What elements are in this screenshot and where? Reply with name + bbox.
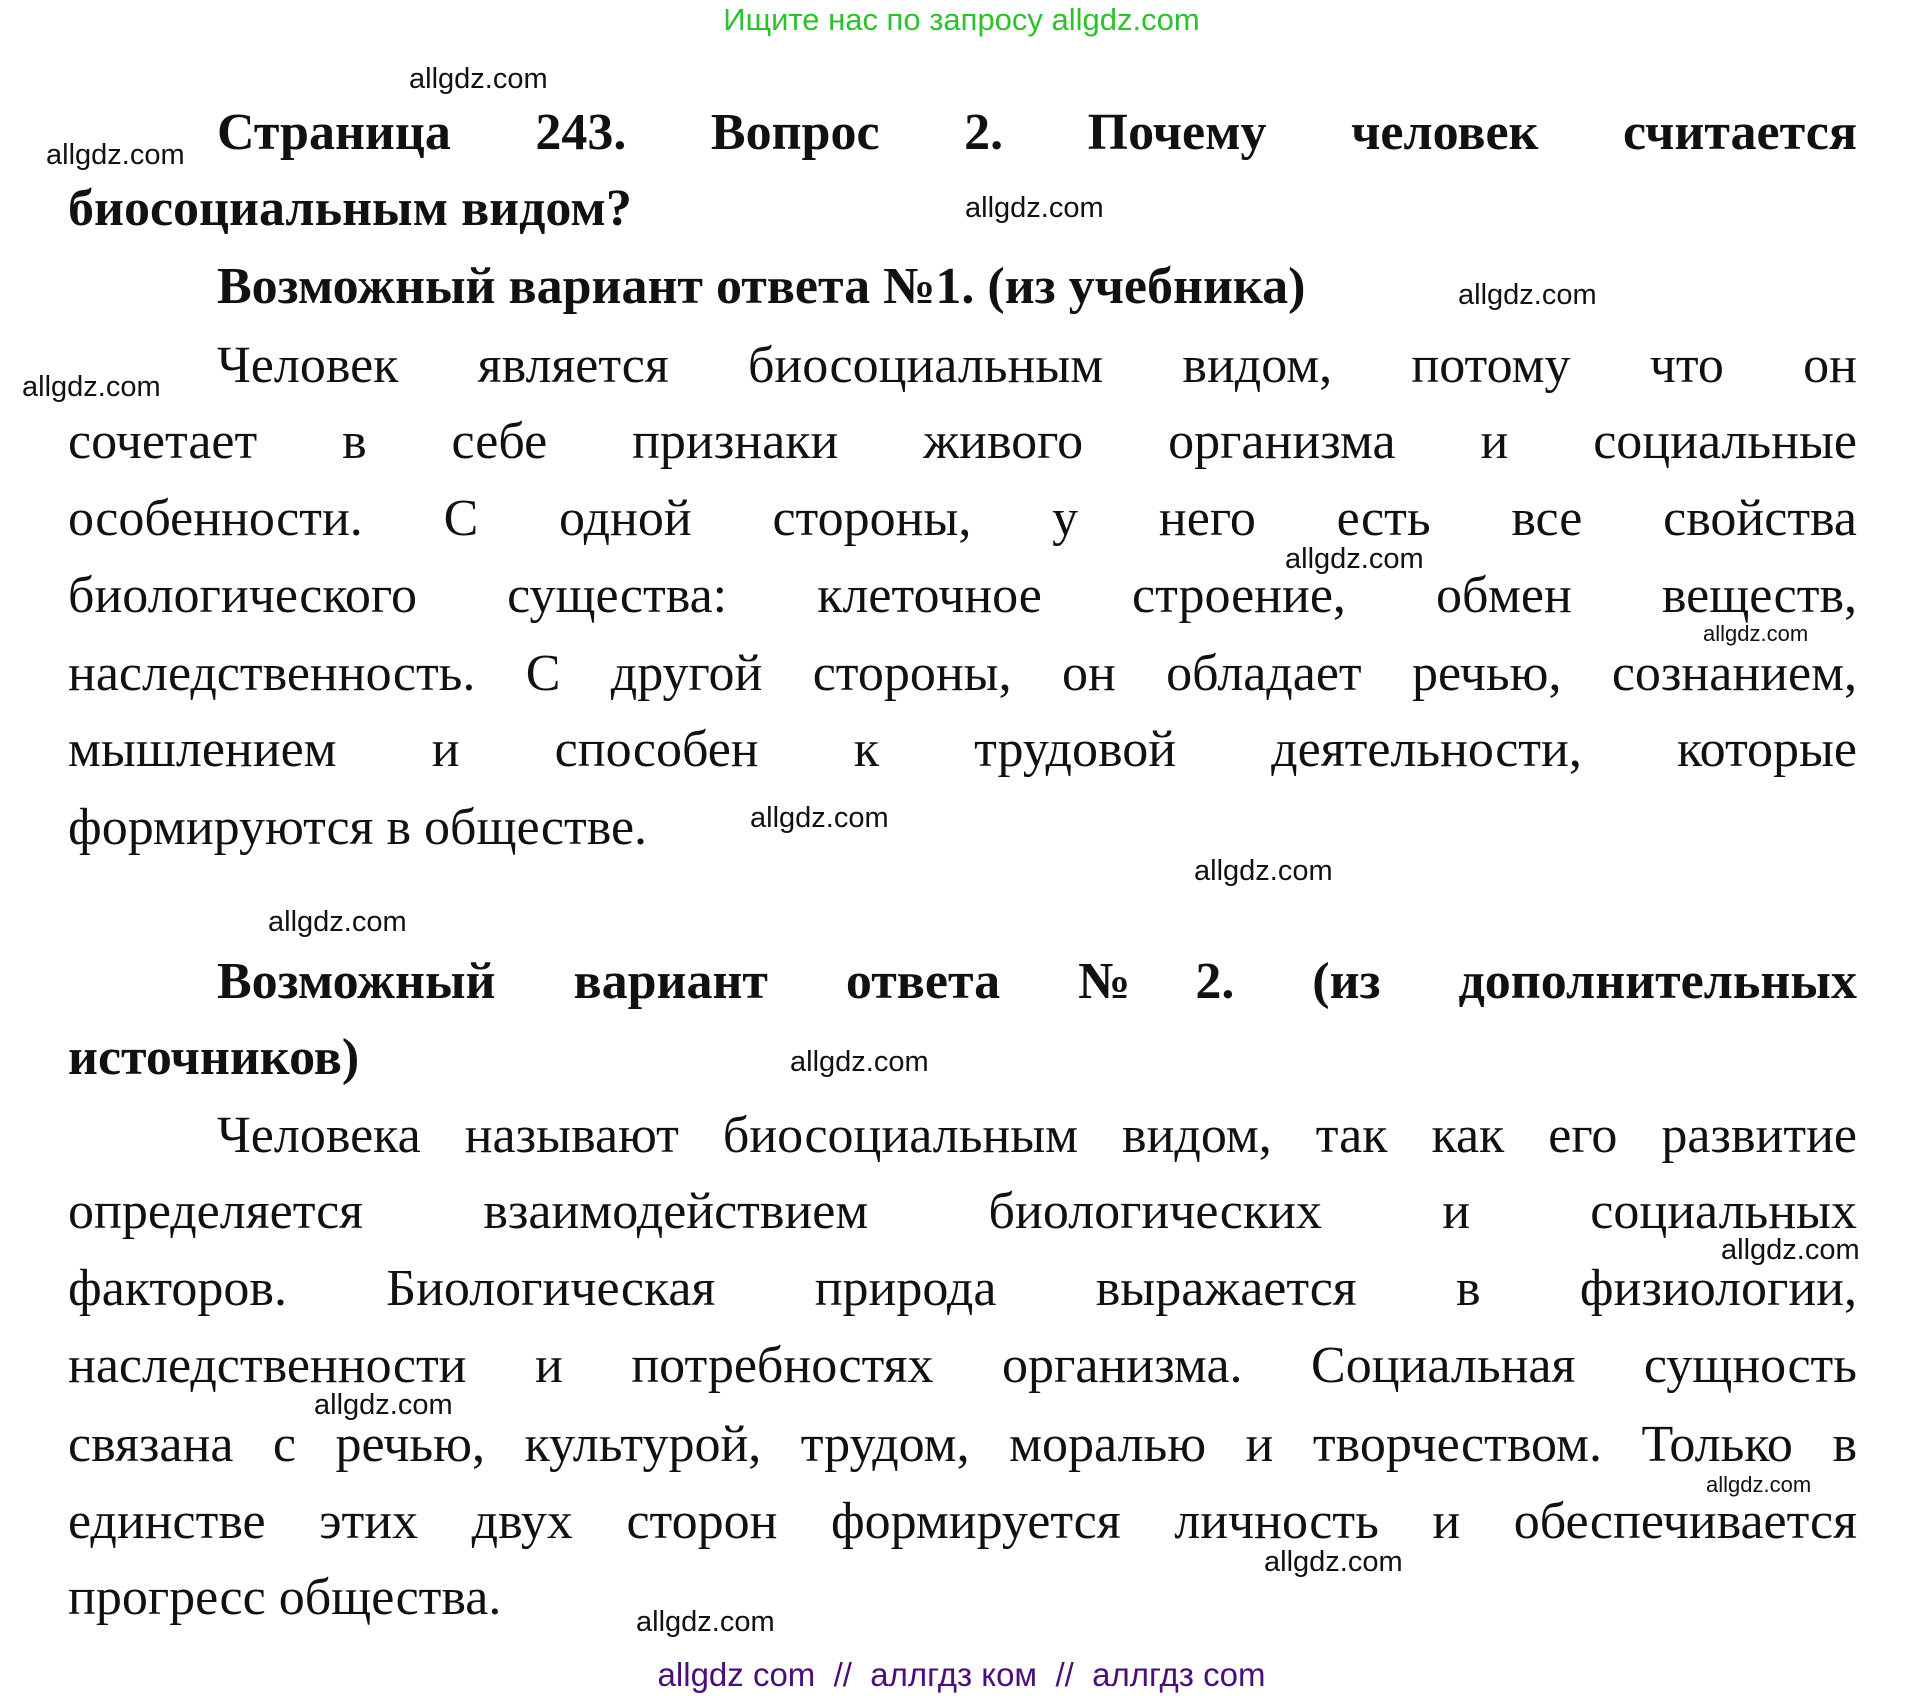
watermark: allgdz.com — [1285, 543, 1424, 575]
heading-line: биосоциальным видом? — [68, 180, 632, 237]
heading-line: источников) — [68, 1029, 360, 1086]
paragraph-line: мышлением и способен к трудовой деятельности, которые — [68, 721, 1857, 778]
watermark: allgdz.com — [1264, 1546, 1403, 1578]
watermark: allgdz.com — [1703, 621, 1809, 646]
paragraph-line: биологического существа: клеточное строение, обмен веществ, — [68, 567, 1857, 624]
watermark: allgdz.com — [636, 1606, 775, 1638]
watermark: allgdz.com — [409, 63, 548, 95]
search-banner: Ищите нас по запросу allgdz.com — [723, 2, 1200, 37]
watermark: allgdz.com — [314, 1389, 453, 1421]
paragraph-line: факторов. Биологическая природа выражается в физиологии, — [68, 1260, 1857, 1317]
paragraph-line: Человек является биосоциальным видом, потому что он — [217, 337, 1857, 394]
heading-line: Возможный вариант ответа №1. (из учебника) — [217, 258, 1306, 315]
paragraph-line: сочетает в себе признаки живого организма и социальные — [68, 413, 1857, 470]
watermark: allgdz.com — [22, 371, 161, 403]
footer-watermark: allgdz com // аллгдз ком // аллгдз com — [657, 1656, 1266, 1693]
watermark: allgdz.com — [46, 139, 185, 171]
paragraph-line: особенности. С одной стороны, у него есть все свойства — [68, 490, 1857, 547]
watermark: allgdz.com — [790, 1046, 929, 1078]
paragraph-line: Человека называют биосоциальным видом, так как его развитие — [217, 1107, 1857, 1164]
watermark: allgdz.com — [1721, 1234, 1860, 1266]
watermark: allgdz.com — [1194, 855, 1333, 887]
paragraph-line: наследственность. С другой стороны, он обладает речью, сознанием, — [68, 645, 1857, 702]
watermark: allgdz.com — [965, 192, 1104, 224]
watermark: allgdz.com — [750, 802, 889, 834]
heading-line: Возможный вариант ответа №2. (из дополнительных — [217, 953, 1857, 1010]
watermark: allgdz.com — [268, 906, 407, 938]
paragraph-line: наследственности и потребностях организма. Социальная сущность — [68, 1337, 1857, 1394]
heading-line: Страница 243. Вопрос 2. Почему человек считается — [217, 104, 1857, 161]
paragraph-line: определяется взаимодействием биологических и социальных — [68, 1183, 1857, 1240]
paragraph-line: связана с речью, культурой, трудом, моралью и творчеством. Только в — [68, 1416, 1857, 1473]
paragraph-line: прогресс общества. — [68, 1569, 502, 1626]
watermark: allgdz.com — [1706, 1472, 1812, 1497]
paragraph-line: формируются в обществе. — [68, 799, 648, 856]
watermark: allgdz.com — [1458, 279, 1597, 311]
paragraph-line: единстве этих двух сторон формируется личность и обеспечивается — [68, 1493, 1857, 1550]
